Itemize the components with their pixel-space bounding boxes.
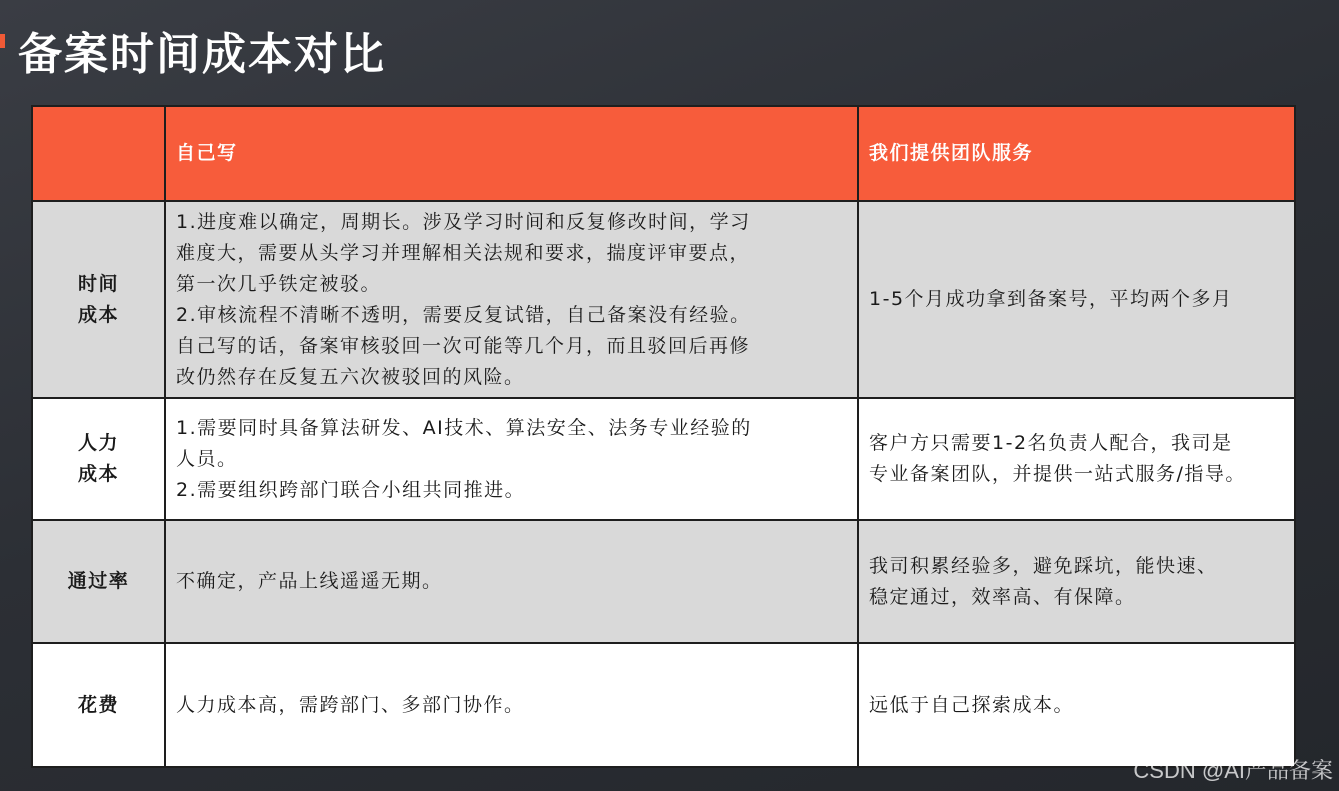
table-row-expense (32, 643, 1295, 767)
row-label-line: 人力 (77, 432, 119, 454)
title-accent-bar (0, 34, 5, 48)
cell-text-line: 我司积累经验多，避免踩坑，能快速、 (869, 554, 1218, 577)
header-team-service: 我们提供团队服务 (858, 106, 1295, 201)
team-service-cell (858, 520, 1295, 643)
team-service-cell (858, 643, 1295, 767)
cell-text-line: 1.需要同时具备算法研发、AI技术、算法安全、法务专业经验的 (176, 416, 752, 439)
table-header-row (32, 106, 1295, 201)
self-write-cell (165, 201, 858, 398)
cell-text-line: 2.审核流程不清晰不透明，需要反复试错，自己备案没有经验。 (176, 303, 751, 326)
table-row-time-cost (32, 201, 1295, 398)
cell-text-line: 不确定，产品上线遥遥无期。 (176, 570, 443, 592)
cell-text-line: 改仍然存在反复五六次被驳回的风险。 (176, 365, 525, 388)
row-label-line: 成本 (77, 303, 119, 326)
cell-text-line: 专业备案团队，并提供一站式服务/指导。 (869, 463, 1246, 485)
cell-text-line: 稳定通过，效率高、有保障。 (869, 585, 1136, 608)
cell-text-line: 远低于自己探索成本。 (869, 693, 1075, 716)
cell-text-line: 难度大，需要从头学习并理解相关法规和要求，揣度评审要点， (176, 241, 751, 264)
row-label-line: 时间 (77, 272, 119, 295)
self-write-cell (165, 520, 858, 643)
table-row-pass-rate (32, 520, 1295, 643)
header-empty-cell (32, 106, 165, 201)
cell-text-line: 客户方只需要1-2名负责人配合，我司是 (869, 432, 1233, 454)
row-label-time-cost (32, 201, 165, 398)
row-label-line: 成本 (77, 463, 119, 485)
self-write-cell (165, 643, 858, 767)
team-service-cell (858, 398, 1295, 520)
cell-text-line: 1.进度难以确定，周期长。涉及学习时间和反复修改时间，学习 (176, 210, 751, 233)
table-row-labor-cost (32, 398, 1295, 520)
cell-text-line: 人力成本高，需跨部门、多部门协作。 (176, 693, 525, 716)
self-write-cell (165, 398, 858, 520)
cell-text-line: 1-5个月成功拿到备案号，平均两个多月 (869, 288, 1233, 310)
row-label-line: 花费 (77, 693, 119, 716)
cell-text-line: 第一次几乎铁定被驳。 (176, 272, 382, 295)
page-title: 备案时间成本对比 (18, 29, 386, 80)
header-self-write: 自己写 (165, 106, 858, 201)
watermark: CSDN @AI产品备案 (1133, 758, 1333, 783)
row-label-expense (32, 643, 165, 767)
row-label-labor-cost (32, 398, 165, 520)
cell-text-line: 自己写的话，备案审核驳回一次可能等几个月，而且驳回后再修 (176, 334, 751, 357)
row-label-pass-rate (32, 520, 165, 643)
comparison-table (31, 105, 1296, 768)
cell-text-line: 人员。 (176, 447, 238, 470)
cell-text-line: 2.需要组织跨部门联合小组共同推进。 (176, 478, 526, 501)
team-service-cell (858, 201, 1295, 398)
row-label-line: 通过率 (67, 570, 130, 592)
